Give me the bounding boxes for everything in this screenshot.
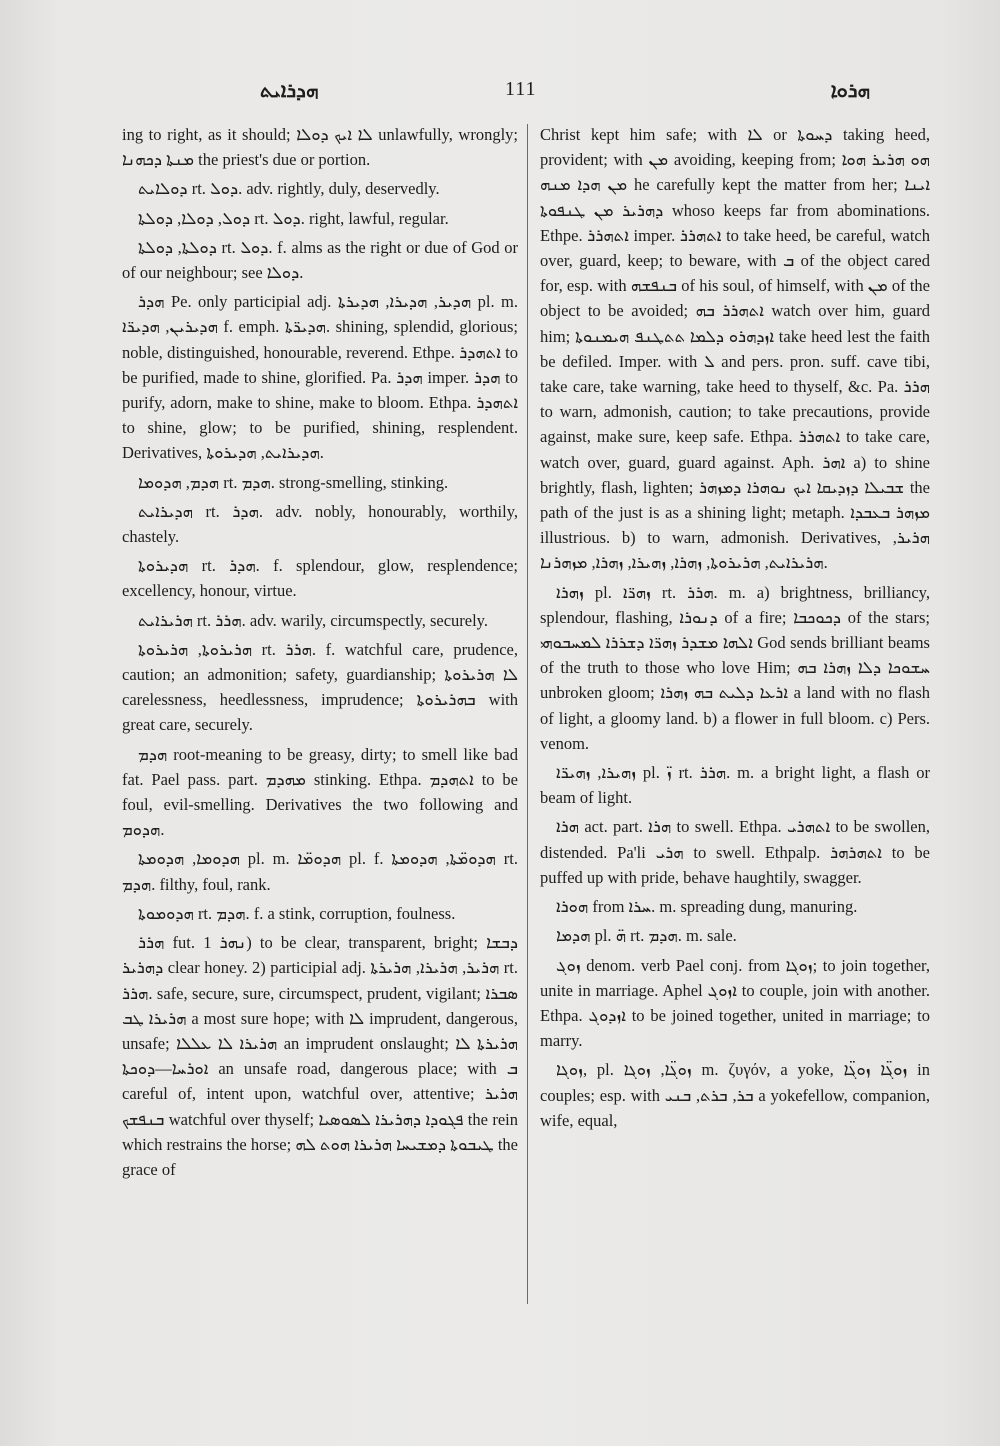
running-head-left-word: ܗܕܪܐܝܬ xyxy=(260,78,319,102)
entry: ܗܕܘܡܘܬܐ rt. ܗܕܡ. f. a stink, corruption, foulness. xyxy=(138,903,456,923)
entry: ܗܕܘܡܐ, ܗܕܘܡܬܐ pl. m. ܗܕܘܡ̈ܐ pl. f. ܗܕܘܡ̈ܬܐ, ܗܕܘܡܬܐ rt. ܗܕܡ. filthy, foul, rank. xyxy=(122,849,518,894)
page-number: 111 xyxy=(505,78,537,100)
entry: ܗܘܪܐ from ܚܪܐ. m. spreading dung, manuring. xyxy=(556,897,858,917)
entry: ܗܪܝܪܐܝܬ rt. ܗܪܪ. adv. warily, circumspectly, securely. xyxy=(138,610,488,630)
column-divider xyxy=(527,124,528,1304)
entry: ܗܕܡ root-meaning to be greasy, dirty; to smell like bad fat. Pael pass. part. ܡܗܕܡ stinking. Ethpa. ܐܬܗܕܡ to be foul, evil-smelling. Derivatives the two following and ܗܕܘܡ. xyxy=(122,744,518,840)
entry: ܗܕܝܪܘܬܐ rt. ܗܕܪ. f. splendour, glow, resplendence; excellency, honour, virtue. xyxy=(122,556,518,601)
entry: ܕܘܠܐܝܬ rt. ܕܘܠ. adv. rightly, duly, deservedly. xyxy=(138,179,440,199)
running-head xyxy=(120,78,930,108)
entry: ܙܘܓ denom. verb Pael conj. from ܙܘܓܐ; to join together, unite in marriage. Aphel ܐܙܘܓ to couple, join with another. Ethpa. ܐܙܕܘܓ to be joined together, united in marriage; to marry. xyxy=(540,955,930,1051)
entry: ing to right, as it should; ܠܐ ܐܝܟ ܕܘܠܐ unlawfully, wrongly; ܡܢܬܐ ܕܟܗܢܐ the priest's due or portion. xyxy=(122,125,518,170)
entry: ܗܪܪ fut. ܢܗܪ 1) to be clear, transparent, bright; ܕܒܫܐ ܕܗܪܝܪ clear honey. 2) participial adj. ܗܪܝܪ, ܗܪܝܪܐ, ܗܪܝܪܬܐ rt. ܗܪܪ. safe, secure, sure, circumspect, prudent, vigilant; ܣܒܪܐ ܗܪܝܪܐ ܛܒ a most sure hope; with ܠܐ imprudent, dangerous, unsafe; ܗܪܝܪܐ ܠܐ ܥܠܠܐ an imprudent onslaught; ܗܪܝܪܬܐ ܠܐ ܐܘܪܚܐ—ܕܘܟܬܐ an unsafe road, dangerous place; with ܒ careful of, intent upon, watchful over, attentive; ܗܪܝܪ ܒܢܦܫܟ watchful over thyself; ܦܓܘܕܐ ܕܗܪܝܪܐ ܠܣܘܣܝܐ the rein which restrains the horse; ܛܝܒܘܬܐ ܕܡܫܝܚܐ ܗܪܝܪܐ ܗܘܬ ܠܗ the grace of xyxy=(122,933,518,1179)
entry: ܙܗܪܐ pl. ܙܗܪ̈ܐ rt. ܗܪܪ. m. a) brightness, brilliancy, splendour, flashing, ܕܢܘܪܐ of a fire; ܕܟܘܟܒܐ of the stars; ܐܠܗܐ ܡܫܕܪ ܙܗܪ̈ܐ ܕܫܪܪܐ ܠܡܚܒܘܗܝ God sends brilliant beams of the truth to those who love Him; ܚܫܘܟܐ ܕܠܐ ܙܗܪܐ ܒܗ unbroken gloom; ܐܪܥܐ ܕܠܝܬ ܒܗ ܙܗܪܐ a land with no flash of light, a gloomy land. b) a flower in full bloom. c) Pers. venom. xyxy=(540,582,930,753)
entry: ܕܘܠ, ܕܘܠܐ, ܕܘܠܬܐ rt. ܕܘܠ. right, lawful, regular. xyxy=(138,208,449,228)
entry: ܗܪܝܪܘܬܐ, ܗܪܝܪܘܬܐ rt. ܗܪܪ. f. watchful care, prudence, caution; an admonition; safety, guardianship; ܠܐ ܗܪܝܪܘܬܐ carelessness, heedlessness, imprudence; ܒܗܪܝܪܘܬܐ with great care, securely. xyxy=(122,639,518,735)
entry: ܕܘܠܬܐ, ܕܘܠܬܐ rt. ܕܘܠ. f. alms as the right or due of God or of our neighbour; see ܕܘܠܐ. xyxy=(122,237,518,283)
entry: ܙܗܝܪܐ, ܙܗܝܪ̈ܐ pl. ܙ̈ rt. ܗܪܪ. m. a bright light, a flash or beam of light. xyxy=(540,763,930,808)
entry: ܗܕܡ, ܗܕܘܡܐ rt. ܗܕܡ. strong-smelling, stinking. xyxy=(138,472,449,492)
entry: Christ kept him safe; with ܠܐ or ܕܚܘܬܐ taking heed, provident; with ܡܢ avoiding, keeping from; ܗܘ ܗܪܝܪ ܗܘܐ ܡܢ ܗܕܐ ܡܢܗ he carefully kept the matter from her; ܐܝܢܐ ܕܗܪܝܪ ܡܢ ܛܢܦܘܬܐ whoso keeps far from abominations. Ethpe. ܐܬܗܪܪ imper. ܐܬܗܪܪ to take heed, be careful, watch over, guard, keep; to beware, with ܒ of the object cared for, esp. with ܒܢܦܫܗ of his soul, of himself, with ܡܢ of the object to be avoided; ܐܬܗܪܪ ܒܗ watch over him, guard him; ܐܙܕܗܪܘ ܕܠܡܐ ܬܬܛܢܦ ܗܝܡܢܘܬܐ take heed lest the faith be defiled. Imper. with ܠ and pers. pron. suff. cave tibi, take care, take warning, take heed to thyself, &c. Pa. ܗܪܪ to warn, admonish, caution; to take precautions, provide against, make sure, keep safe. Ethpa. ܐܬܗܪܪ to take care, watch over, guard, guard against. Aph. ܐܗܪ a) to shine brightly, flash, lighten; ܫܒܝܠܐ ܕܙܕܝܩܐ ܐܝܟ ܢܘܗܪܐ ܕܡܙܗܪ the path of the just is as a shining light; metaph. ܡܙܗܪ ܒܥܒܕܐ illustrious. b) to warn, admonish. Derivatives, ܗܪܝܪ, ܗܪܝܪܐܝܬ, ܗܪܝܪܘܬܐ, ܙܗܪܐ, ܙܗܝܪܐ, ܙܗܪܐ, ܡܙܗܪܢܐ. xyxy=(540,125,931,573)
entry: ܗܕܪ Pe. only participial adj. ܗܕܝܪ, ܗܕܝܪܐ, ܗܕܝܪܬܐ pl. m. ܗܕܝܪܝܢ, ܗܕܝܪ̈ܐ f. emph. ܗܕܝܪ̈ܬܐ. shining, splendid, glorious; noble, distinguished, honourable, reverend. Ethpe. ܐܬܗܕܪ to be purified, made to shine, glorified. Pa. ܗܕܪ imper. ܗܕܪ to purify, adorn, make to shine, make to bloom. Ethpa. ܐܬܗܕܪ to shine, glow; to be purified, shining, resplendent. Derivatives, ܗܕܝܪܐܝܬ, ܗܕܝܪܘܬܐ. xyxy=(122,292,519,463)
running-head-right-word: ܗܪܘܐ xyxy=(830,78,870,102)
entry: ܗܪܐ act. part. ܗܪܐ to swell. Ethpa. ܐܬܗܪܝ to be swollen, distended. Pa'li ܗܪܝ to swell. Ethpalp. ܐܬܗܪܗܪ to be puffed up with pride, behave haughtily, swagger. xyxy=(540,817,930,887)
entry: ܙܘܓܐ, pl. ܙܘܓ̈ܐ, ܙܘܓܐ m. ζυγόν, a yoke, ܙܘܓ̈ܐ ܙܘܓ̈ܐ in couples; esp. with ܒܪ, ܒܪܬ, ܒܢܝ a yokefellow, companion, wife, equal, xyxy=(540,1060,931,1130)
entry: ܗܕܡܐ pl. ܗ̈ rt. ܗܕܡ. m. sale. xyxy=(556,926,737,946)
right-column xyxy=(540,122,930,1137)
entry: ܗܕܝܪܐܝܬ rt. ܗܕܪ. adv. nobly, honourably, worthily, chastely. xyxy=(122,501,518,547)
left-column xyxy=(122,122,518,1186)
